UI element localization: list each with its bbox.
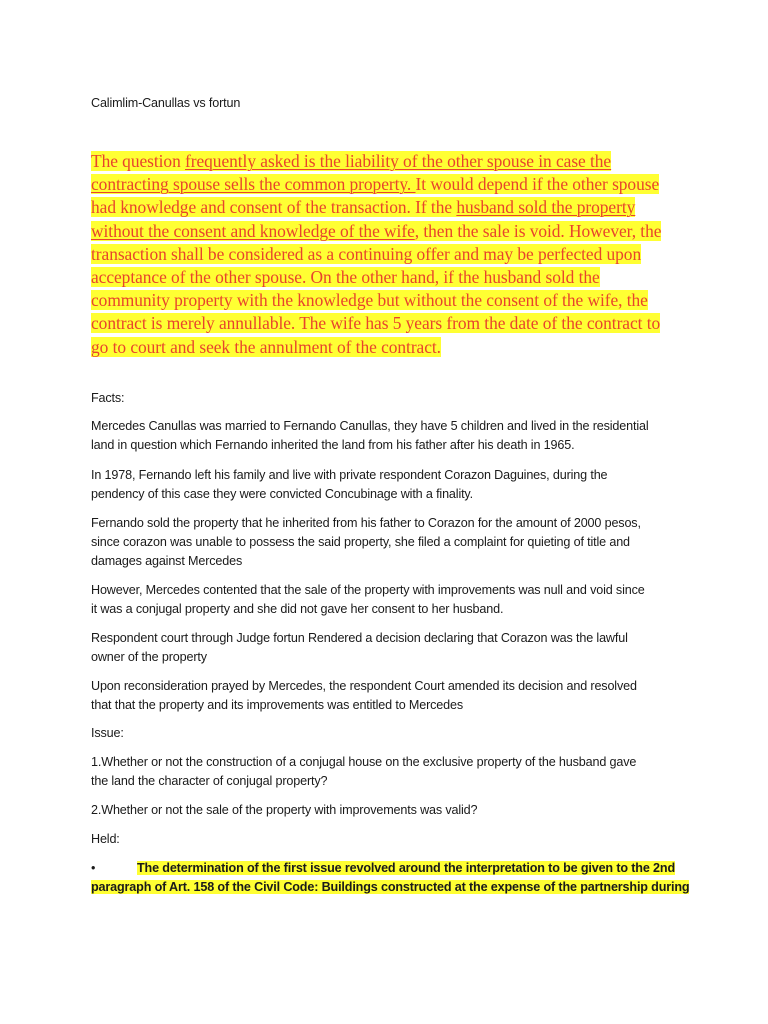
para1-line2: land in question which Fernando inherited the land from his father after his death in 1965.: [91, 438, 575, 452]
para4-line1: However, Mercedes contented that the sale of the property with improvements was null and void since: [91, 583, 645, 597]
intro-highlighted-paragraph: [91, 150, 671, 359]
para2-line1: In 1978, Fernando left his family and live with private respondent Corazon Daguines, during the: [91, 468, 608, 482]
intro-seg5: , then the sale is void. However, the transaction shall be considered as a continuing offer and may be perfected upon acceptance of the other spouse. On the other hand, if the husband sold the community property with the knowledge but without the consent of the wife, the contract is merely annullable. The wife has 5 years from the date of the contract to go to court and seek the annulment of the contract.: [91, 220, 662, 357]
para3-line1: Fernando sold the property that he inherited from his father to Corazon for the amount of 2000 pesos,: [91, 516, 641, 530]
issue1-line1: 1.Whether or not the construction of a conjugal house on the exclusive property of the husband gave: [91, 755, 637, 769]
para1-line1: Mercedes Canullas was married to Fernando Canullas, they have 5 children and lived in the residential: [91, 419, 649, 433]
para4-line2: it was a conjugal property and she did not gave her consent to her husband.: [91, 602, 504, 616]
para6-line1: Upon reconsideration prayed by Mercedes, the respondent Court amended its decision and resolved: [91, 679, 637, 693]
para3-line2: since corazon was unable to possess the said property, she filed a complaint for quieting of title and: [91, 535, 630, 549]
para5-line2: owner of the property: [91, 650, 207, 664]
issue-heading: Issue:: [91, 726, 124, 740]
intro-seg2-underlined: frequently asked is the liability of the other spouse in case the contracting spouse sells the common property.: [91, 151, 612, 195]
held1-line2: [91, 878, 689, 896]
issue1-line2: the land the character of conjugal property?: [91, 774, 328, 788]
para2-line2: pendency of this case they were convicted Concubinage with a finality.: [91, 487, 473, 501]
held1-line1-text: The determination of the first issue revolved around the interpretation to be given to the 2nd: [137, 861, 675, 875]
held1-line2-text: paragraph of Art. 158 of the Civil Code: Buildings constructed at the expense of the partnership during: [91, 880, 690, 894]
issue2-line: 2.Whether or not the sale of the property with improvements was valid?: [91, 803, 478, 817]
intro-seg3: It would depend if the other spouse had knowledge and consent of the transaction. If the: [91, 174, 660, 218]
held1-line1: [91, 859, 675, 877]
document-title: Calimlim-Canullas vs fortun: [91, 96, 241, 110]
held-heading: Held:: [91, 832, 120, 846]
bullet-marker: •: [91, 861, 96, 875]
para5-line1: Respondent court through Judge fortun Rendered a decision declaring that Corazon was the lawful: [91, 631, 628, 645]
intro-seg4-underlined: husband sold the property without the consent and knowledge of the wife: [91, 197, 636, 241]
para6-line2: that that the property and its improvements was entitled to Mercedes: [91, 698, 464, 712]
para3-line3: damages against Mercedes: [91, 554, 243, 568]
intro-highlight: [91, 151, 661, 357]
intro-seg1: The question: [91, 151, 186, 171]
facts-heading: Facts:: [91, 391, 125, 405]
